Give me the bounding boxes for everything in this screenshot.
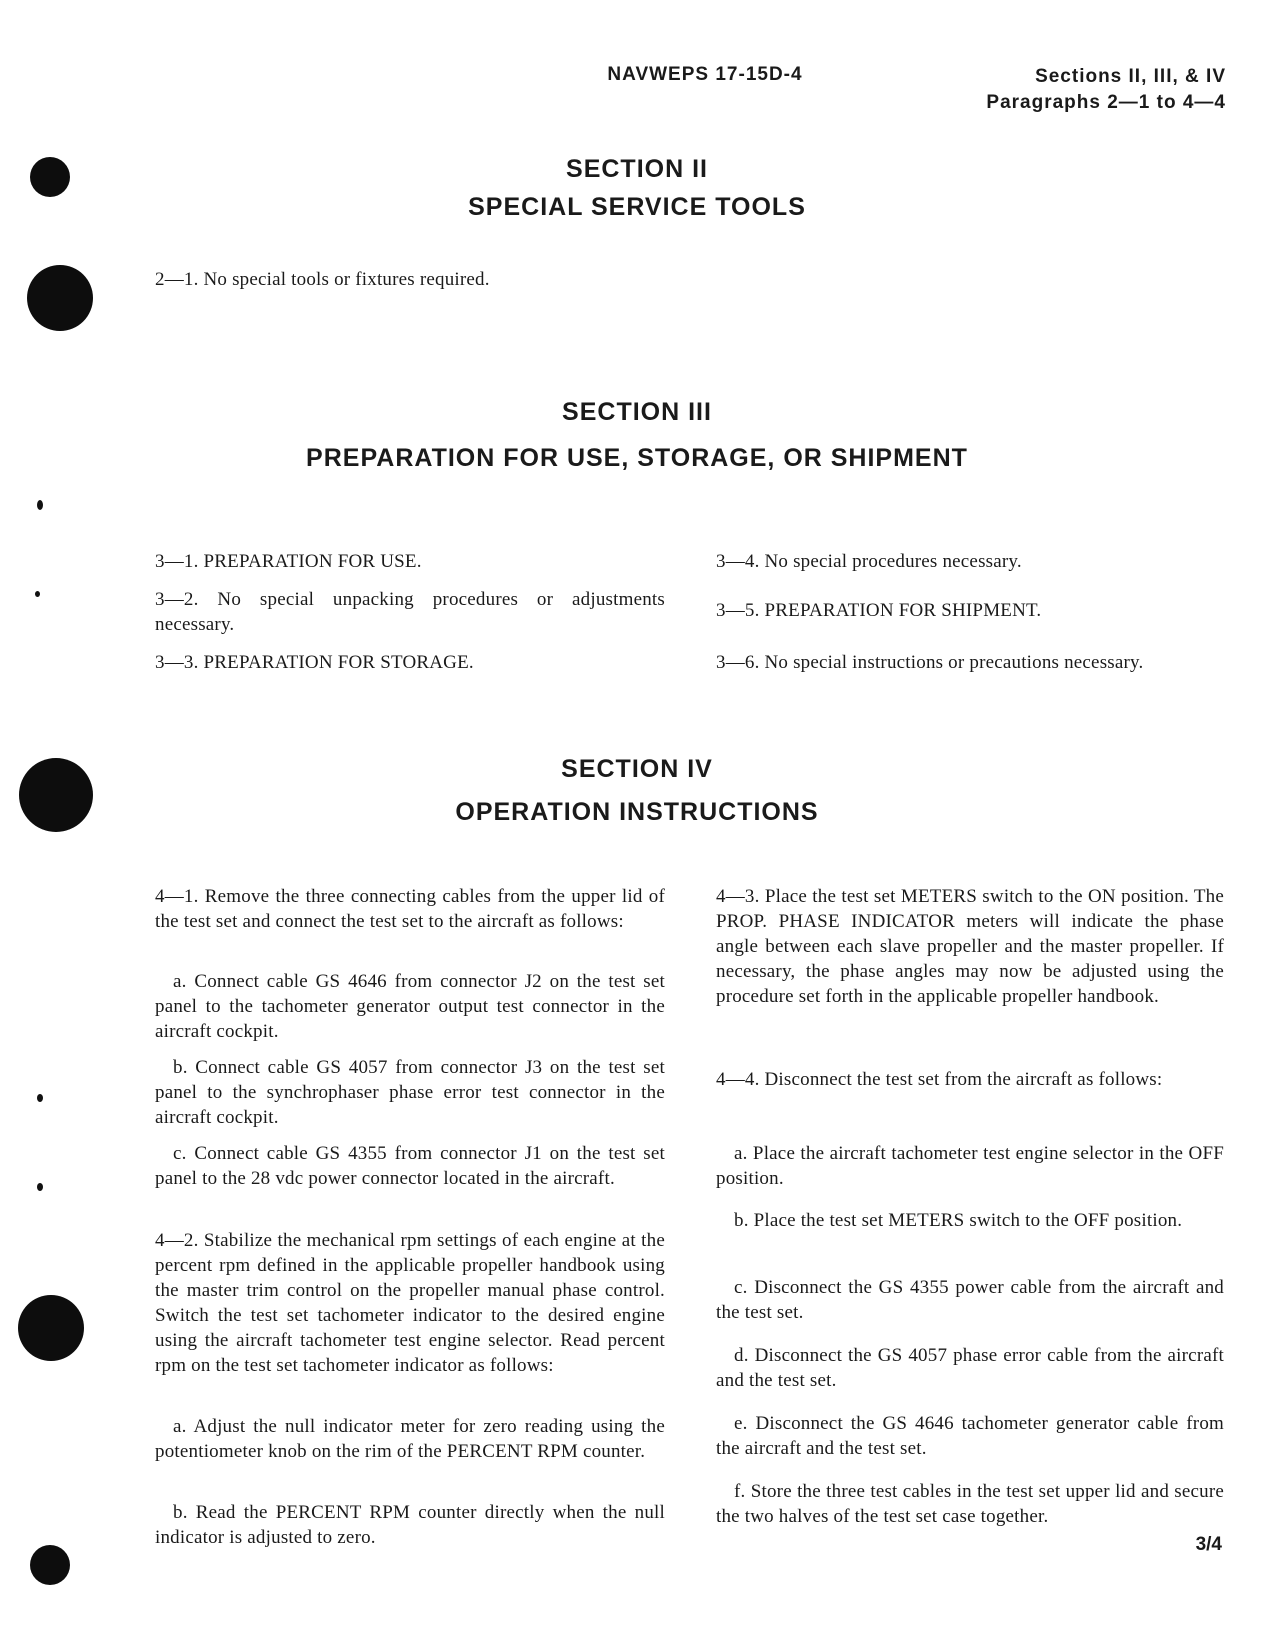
paragraph-4-4f: f. Store the three test cables in the test set upper lid and secure the two halves of the test set case together. <box>716 1481 1224 1527</box>
paragraph-3-1: 3—1. PREPARATION FOR USE. <box>155 551 422 572</box>
section-3-title: PREPARATION FOR USE, STORAGE, OR SHIPMENT <box>306 444 968 472</box>
paragraph-4-4b: b. Place the test set METERS switch to the OFF position. <box>734 1210 1183 1231</box>
paragraph-2-1: 2—1. No special tools or fixtures required. <box>155 269 490 290</box>
section-2-title: SPECIAL SERVICE TOOLS <box>468 193 806 221</box>
paragraph-4-3: 4—3. Place the test set METERS switch to the ON position. The PROP. PHASE INDICATOR meters will indicate the phase angle between each slave propeller and the master propeller. If necessary, the phase angles may now be adjusted using the procedure set forth in the applicable propeller handbook. <box>716 886 1224 1007</box>
section-2-heading: SECTION II <box>566 155 708 183</box>
paragraph-4-2b: b. Read the PERCENT RPM counter directly when the null indicator is adjusted to zero. <box>155 1502 665 1548</box>
margin-mark <box>37 1183 43 1191</box>
page-number: 3/4 <box>1195 1534 1222 1555</box>
paragraph-3-4: 3—4. No special procedures necessary. <box>716 551 1022 572</box>
paragraph-4-4: 4—4. Disconnect the test set from the aircraft as follows: <box>716 1069 1163 1090</box>
paragraph-3-6: 3—6. No special instructions or precautions necessary. <box>716 652 1144 673</box>
paragraphs-reference: Paragraphs 2—1 to 4—4 <box>986 92 1226 113</box>
paragraph-4-1b: b. Connect cable GS 4057 from connector J3 on the test set panel to the synchrophaser phase error test connector in the aircraft cockpit. <box>155 1057 665 1128</box>
paragraph-4-1c: c. Connect cable GS 4355 from connector J1 on the test set panel to the 28 vdc power connector located in the aircraft. <box>155 1143 665 1189</box>
paragraph-3-5: 3—5. PREPARATION FOR SHIPMENT. <box>716 600 1042 621</box>
running-header <box>986 64 1226 116</box>
paragraph-4-1: 4—1. Remove the three connecting cables from the upper lid of the test set and connect the test set to the aircraft as follows: <box>155 886 665 932</box>
margin-mark <box>35 591 40 597</box>
paragraph-4-2: 4—2. Stabilize the mechanical rpm settings of each engine at the percent rpm defined in the applicable propeller handbook using the master trim control on the propeller manual phase control. Switch the test set tachometer indicator to the desired engine using the aircraft tachometer test engine selector. Read percent rpm on the test set tachometer indicator as follows: <box>155 1230 665 1376</box>
paragraph-4-4e: e. Disconnect the GS 4646 tachometer generator cable from the aircraft and the test set. <box>716 1413 1224 1459</box>
document-number: NAVWEPS 17-15D-4 <box>607 64 803 85</box>
paragraph-4-4d: d. Disconnect the GS 4057 phase error cable from the aircraft and the test set. <box>716 1345 1224 1391</box>
paragraph-3-3: 3—3. PREPARATION FOR STORAGE. <box>155 652 474 673</box>
section-3-heading: SECTION III <box>562 398 712 426</box>
paragraph-4-1a: a. Connect cable GS 4646 from connector J2 on the test set panel to the tachometer generator output test connector in the aircraft cockpit. <box>155 971 665 1042</box>
binder-hole-2 <box>27 265 93 331</box>
binder-hole-4 <box>18 1295 84 1361</box>
section-4-heading: SECTION IV <box>561 755 713 783</box>
paragraph-4-4c: c. Disconnect the GS 4355 power cable from the aircraft and the test set. <box>716 1277 1224 1323</box>
sections-reference: Sections II, III, & IV <box>1035 66 1226 87</box>
paragraph-4-4a: a. Place the aircraft tachometer test engine selector in the OFF position. <box>716 1143 1224 1189</box>
paragraph-4-2a: a. Adjust the null indicator meter for zero reading using the potentiometer knob on the rim of the PERCENT RPM counter. <box>155 1416 665 1462</box>
paragraph-3-2: 3—2. No special unpacking procedures or adjustments necessary. <box>155 589 665 635</box>
margin-mark <box>37 500 43 510</box>
binder-hole-5 <box>30 1545 70 1585</box>
section-4-title: OPERATION INSTRUCTIONS <box>455 798 819 826</box>
margin-mark <box>37 1094 43 1102</box>
